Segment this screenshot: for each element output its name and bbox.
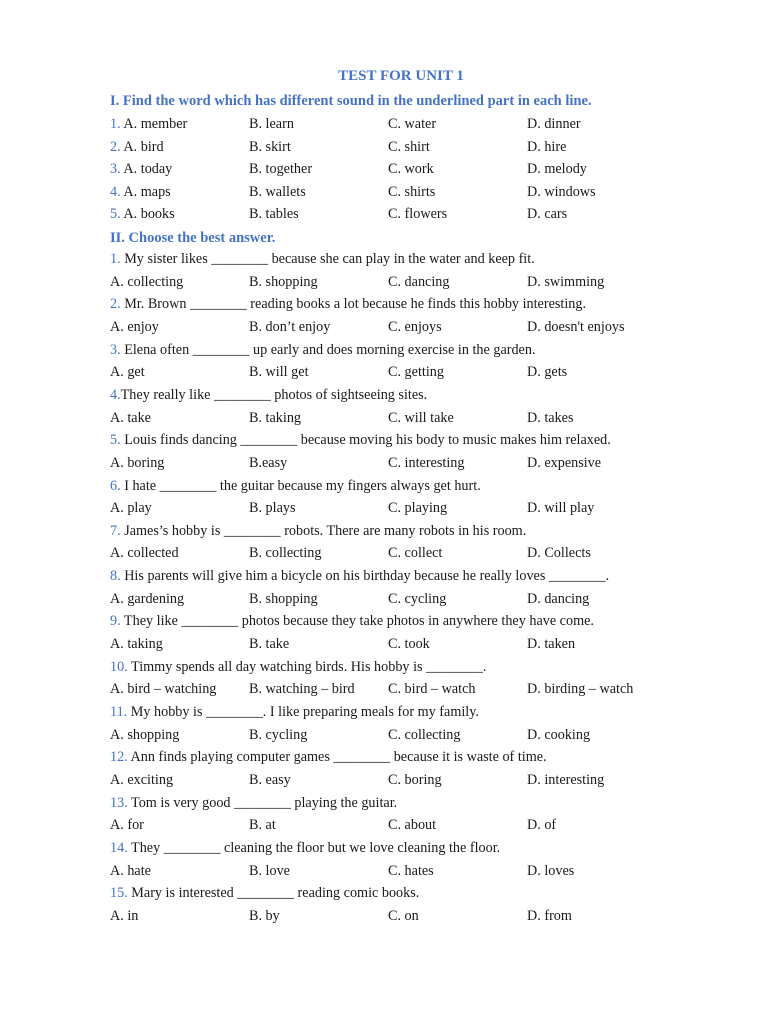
option-text: C. getting <box>388 364 444 381</box>
option-a <box>110 116 187 133</box>
option-c <box>388 455 464 472</box>
option-text: B. take <box>249 636 290 652</box>
option-text: B. collecting <box>249 545 322 562</box>
option-a <box>110 364 145 381</box>
question-text: My hobby is ________. I like preparing meals for my family. <box>127 704 479 720</box>
question-number: 5. <box>110 206 121 223</box>
option-text: A. shopping <box>110 726 180 743</box>
option-d <box>527 455 601 472</box>
option-b <box>249 908 280 925</box>
option-text: C. cycling <box>388 590 447 607</box>
option-c <box>388 863 434 880</box>
question-number: 4. <box>110 386 121 403</box>
question-line <box>110 613 594 630</box>
question-number: 5. <box>110 432 121 449</box>
question-number: 9. <box>110 613 121 630</box>
option-text: C. interesting <box>388 454 465 471</box>
option-text: D. hire <box>527 138 567 155</box>
option-c <box>388 319 442 336</box>
section-2-heading: II. Choose the best answer. <box>110 230 276 246</box>
option-text: B. at <box>249 817 276 834</box>
option-c <box>388 772 442 789</box>
option-d <box>527 545 591 562</box>
option-text: A. member <box>123 116 188 132</box>
question-line <box>110 795 397 812</box>
option-d <box>527 184 596 201</box>
question-text: Mary is interested ________ reading comic books. <box>127 885 420 902</box>
option-text: D. takes <box>527 409 574 426</box>
option-text: A. boring <box>110 454 165 471</box>
question-text: They like ________ photos because they take photos in anywhere they have come. <box>120 613 594 630</box>
option-text: B. skirt <box>249 138 291 155</box>
question-number: 6. <box>110 477 121 494</box>
option-text: B. cycling <box>249 726 308 743</box>
option-text: D. doesn't enjoys <box>527 318 625 335</box>
question-number: 3. <box>110 161 121 178</box>
question-line <box>110 478 481 495</box>
option-c <box>388 500 447 517</box>
option-text: C. took <box>388 636 430 652</box>
option-b <box>249 364 309 381</box>
option-b <box>249 545 322 562</box>
option-text: A. in <box>110 907 139 924</box>
option-text: A. maps <box>123 183 171 200</box>
question-line <box>110 342 536 359</box>
option-text: B. plays <box>249 500 296 517</box>
option-d <box>527 206 567 223</box>
option-text: B. will get <box>249 364 309 381</box>
question-number: 13. <box>110 794 128 811</box>
option-text: C. boring <box>388 771 442 788</box>
option-text: D. of <box>527 817 557 834</box>
option-b <box>249 591 318 608</box>
option-text: A. bird – watching <box>110 681 217 698</box>
option-text: B. watching – bird <box>249 681 355 698</box>
option-text: D. cars <box>527 206 568 223</box>
option-a <box>110 319 159 336</box>
option-text: D. birding – watch <box>527 681 634 698</box>
question-text: My sister likes ________ because she can play in the water and keep fit. <box>120 251 535 267</box>
page-title: TEST FOR UNIT 1 <box>338 68 464 84</box>
question-line <box>110 523 526 540</box>
option-text: B. love <box>249 862 290 879</box>
option-text: D. will play <box>527 500 595 517</box>
question-number: 1. <box>110 116 121 132</box>
option-text: A. collected <box>110 545 179 562</box>
question-text: Timmy spends all day watching birds. His hobby is ________. <box>127 658 487 675</box>
option-text: A. play <box>110 500 152 517</box>
option-text: D. expensive <box>527 454 602 471</box>
option-d <box>527 772 604 789</box>
option-d <box>527 908 572 925</box>
question-number: 11. <box>110 704 128 720</box>
option-c <box>388 908 419 925</box>
option-a <box>110 636 163 653</box>
option-text: C. bird – watch <box>388 681 476 698</box>
question-text: James’s hobby is ________ robots. There are many robots in his room. <box>120 522 527 539</box>
option-text: D. windows <box>527 183 596 200</box>
option-b <box>249 410 301 427</box>
question-number: 2. <box>110 138 121 155</box>
option-text: D. swimming <box>527 273 605 290</box>
option-b <box>249 500 296 517</box>
option-b <box>249 772 291 789</box>
option-text: C. flowers <box>388 206 448 223</box>
option-c <box>388 591 446 608</box>
question-line <box>110 840 500 857</box>
option-text: A. enjoy <box>110 318 159 335</box>
option-text: A. taking <box>110 636 163 652</box>
option-text: B.easy <box>249 454 288 471</box>
option-a <box>110 681 216 698</box>
option-c <box>388 545 442 562</box>
question-number: 8. <box>110 568 121 585</box>
option-c <box>388 139 430 156</box>
option-text: D. loves <box>527 862 575 879</box>
option-d <box>527 727 590 744</box>
option-d <box>527 410 574 427</box>
question-number: 14. <box>110 839 128 856</box>
option-text: B. don’t enjoy <box>249 318 331 335</box>
option-text: A. today <box>123 161 173 178</box>
option-text: B. tables <box>249 206 299 223</box>
option-c <box>388 274 449 291</box>
question-text: His parents will give him a bicycle on his birthday because he really loves ________. <box>120 568 610 585</box>
option-text: A. exciting <box>110 771 174 788</box>
option-text: A. books <box>123 206 175 223</box>
option-a <box>110 500 152 517</box>
option-a <box>110 817 144 834</box>
option-d <box>527 364 567 381</box>
option-text: B. shopping <box>249 590 318 607</box>
option-d <box>527 636 575 653</box>
option-a <box>110 772 173 789</box>
question-number: 7. <box>110 522 121 539</box>
option-text: C. work <box>388 161 434 178</box>
question-number: 1. <box>110 251 121 267</box>
option-text: B. wallets <box>249 183 306 200</box>
section-1-heading: I. Find the word which has different sound in the underlined part in each line. <box>110 93 592 109</box>
option-text: D. cooking <box>527 726 591 743</box>
option-c <box>388 727 461 744</box>
option-text: B. taking <box>249 409 302 426</box>
option-text: D. melody <box>527 161 587 178</box>
option-b <box>249 817 276 834</box>
option-b <box>249 681 355 698</box>
option-text: B. easy <box>249 771 291 788</box>
option-text: C. collect <box>388 545 443 562</box>
option-a <box>110 727 179 744</box>
option-text: C. collecting <box>388 726 461 743</box>
option-text: C. about <box>388 817 437 834</box>
option-text: C. water <box>388 116 437 132</box>
question-line <box>110 387 427 404</box>
question-text: I hate ________ the guitar because my fingers always get hurt. <box>120 477 481 494</box>
option-c <box>388 161 434 178</box>
option-a <box>110 184 171 201</box>
option-c <box>388 184 435 201</box>
option-b <box>249 184 306 201</box>
question-number: 10. <box>110 658 128 675</box>
option-text: D. dancing <box>527 590 590 607</box>
option-text: D. from <box>527 907 572 924</box>
question-line <box>110 659 486 676</box>
option-a <box>110 863 151 880</box>
option-text: D. dinner <box>527 116 581 132</box>
option-b <box>249 863 290 880</box>
option-d <box>527 863 574 880</box>
option-text: B. together <box>249 161 313 178</box>
option-d <box>527 161 587 178</box>
option-a <box>110 591 184 608</box>
option-text: C. playing <box>388 500 448 517</box>
question-text: They ________ cleaning the floor but we love cleaning the floor. <box>127 839 501 856</box>
option-text: A. take <box>110 409 151 426</box>
option-text: D. Collects <box>527 545 591 562</box>
option-text: A. collecting <box>110 273 184 290</box>
question-line <box>110 749 547 766</box>
option-d <box>527 817 556 834</box>
option-b <box>249 319 330 336</box>
option-text: C. dancing <box>388 273 450 290</box>
question-text: Ann finds playing computer games ________ because it is waste of time. <box>127 749 547 766</box>
option-c <box>388 116 436 133</box>
option-text: A. get <box>110 364 145 381</box>
question-text: Elena often ________ up early and does morning exercise in the garden. <box>120 341 536 358</box>
option-text: A. gardening <box>110 590 185 607</box>
option-a <box>110 206 175 223</box>
question-number: 4. <box>110 183 121 200</box>
option-d <box>527 139 566 156</box>
option-a <box>110 545 179 562</box>
question-number: 2. <box>110 296 121 313</box>
option-b <box>249 206 299 223</box>
question-number: 15. <box>110 885 128 902</box>
option-text: C. hates <box>388 862 434 879</box>
option-c <box>388 410 454 427</box>
option-b <box>249 274 318 291</box>
question-text: Louis finds dancing ________ because moving his body to music makes him relaxed. <box>120 432 611 449</box>
option-a <box>110 139 164 156</box>
question-line <box>110 296 586 313</box>
option-d <box>527 500 594 517</box>
option-text: D. interesting <box>527 771 605 788</box>
question-text: They really like ________ photos of sightseeing sites. <box>120 386 428 403</box>
option-a <box>110 274 183 291</box>
option-c <box>388 636 430 653</box>
question-number: 3. <box>110 341 121 358</box>
question-text: Mr. Brown ________ reading books a lot because he finds this hobby interesting. <box>120 296 587 313</box>
option-a <box>110 455 164 472</box>
option-text: C. enjoys <box>388 318 442 335</box>
question-line <box>110 251 535 268</box>
option-c <box>388 206 447 223</box>
question-number: 12. <box>110 749 128 766</box>
option-text: C. on <box>388 907 419 924</box>
option-a <box>110 161 172 178</box>
question-text: Tom is very good ________ playing the guitar. <box>127 794 398 811</box>
option-text: C. shirt <box>388 138 430 155</box>
option-d <box>527 591 589 608</box>
option-b <box>249 161 312 178</box>
option-d <box>527 116 581 133</box>
option-c <box>388 364 444 381</box>
option-b <box>249 139 291 156</box>
option-text: D. gets <box>527 364 568 381</box>
option-c <box>388 681 475 698</box>
question-line <box>110 704 479 721</box>
option-b <box>249 455 287 472</box>
option-text: D. taken <box>527 636 576 652</box>
option-text: B. shopping <box>249 273 318 290</box>
option-a <box>110 908 138 925</box>
option-b <box>249 636 289 653</box>
option-text: A. hate <box>110 862 151 879</box>
option-text: C. will take <box>388 409 454 426</box>
option-d <box>527 681 633 698</box>
question-line <box>110 885 419 902</box>
option-text: A. bird <box>123 138 164 155</box>
option-text: C. shirts <box>388 183 436 200</box>
option-text: A. for <box>110 817 144 834</box>
question-line <box>110 568 609 585</box>
option-a <box>110 410 151 427</box>
option-b <box>249 116 294 133</box>
question-line <box>110 432 611 449</box>
option-d <box>527 274 604 291</box>
option-text: B. by <box>249 907 280 924</box>
option-c <box>388 817 436 834</box>
option-b <box>249 727 307 744</box>
option-d <box>527 319 625 336</box>
option-text: B. learn <box>249 116 294 132</box>
